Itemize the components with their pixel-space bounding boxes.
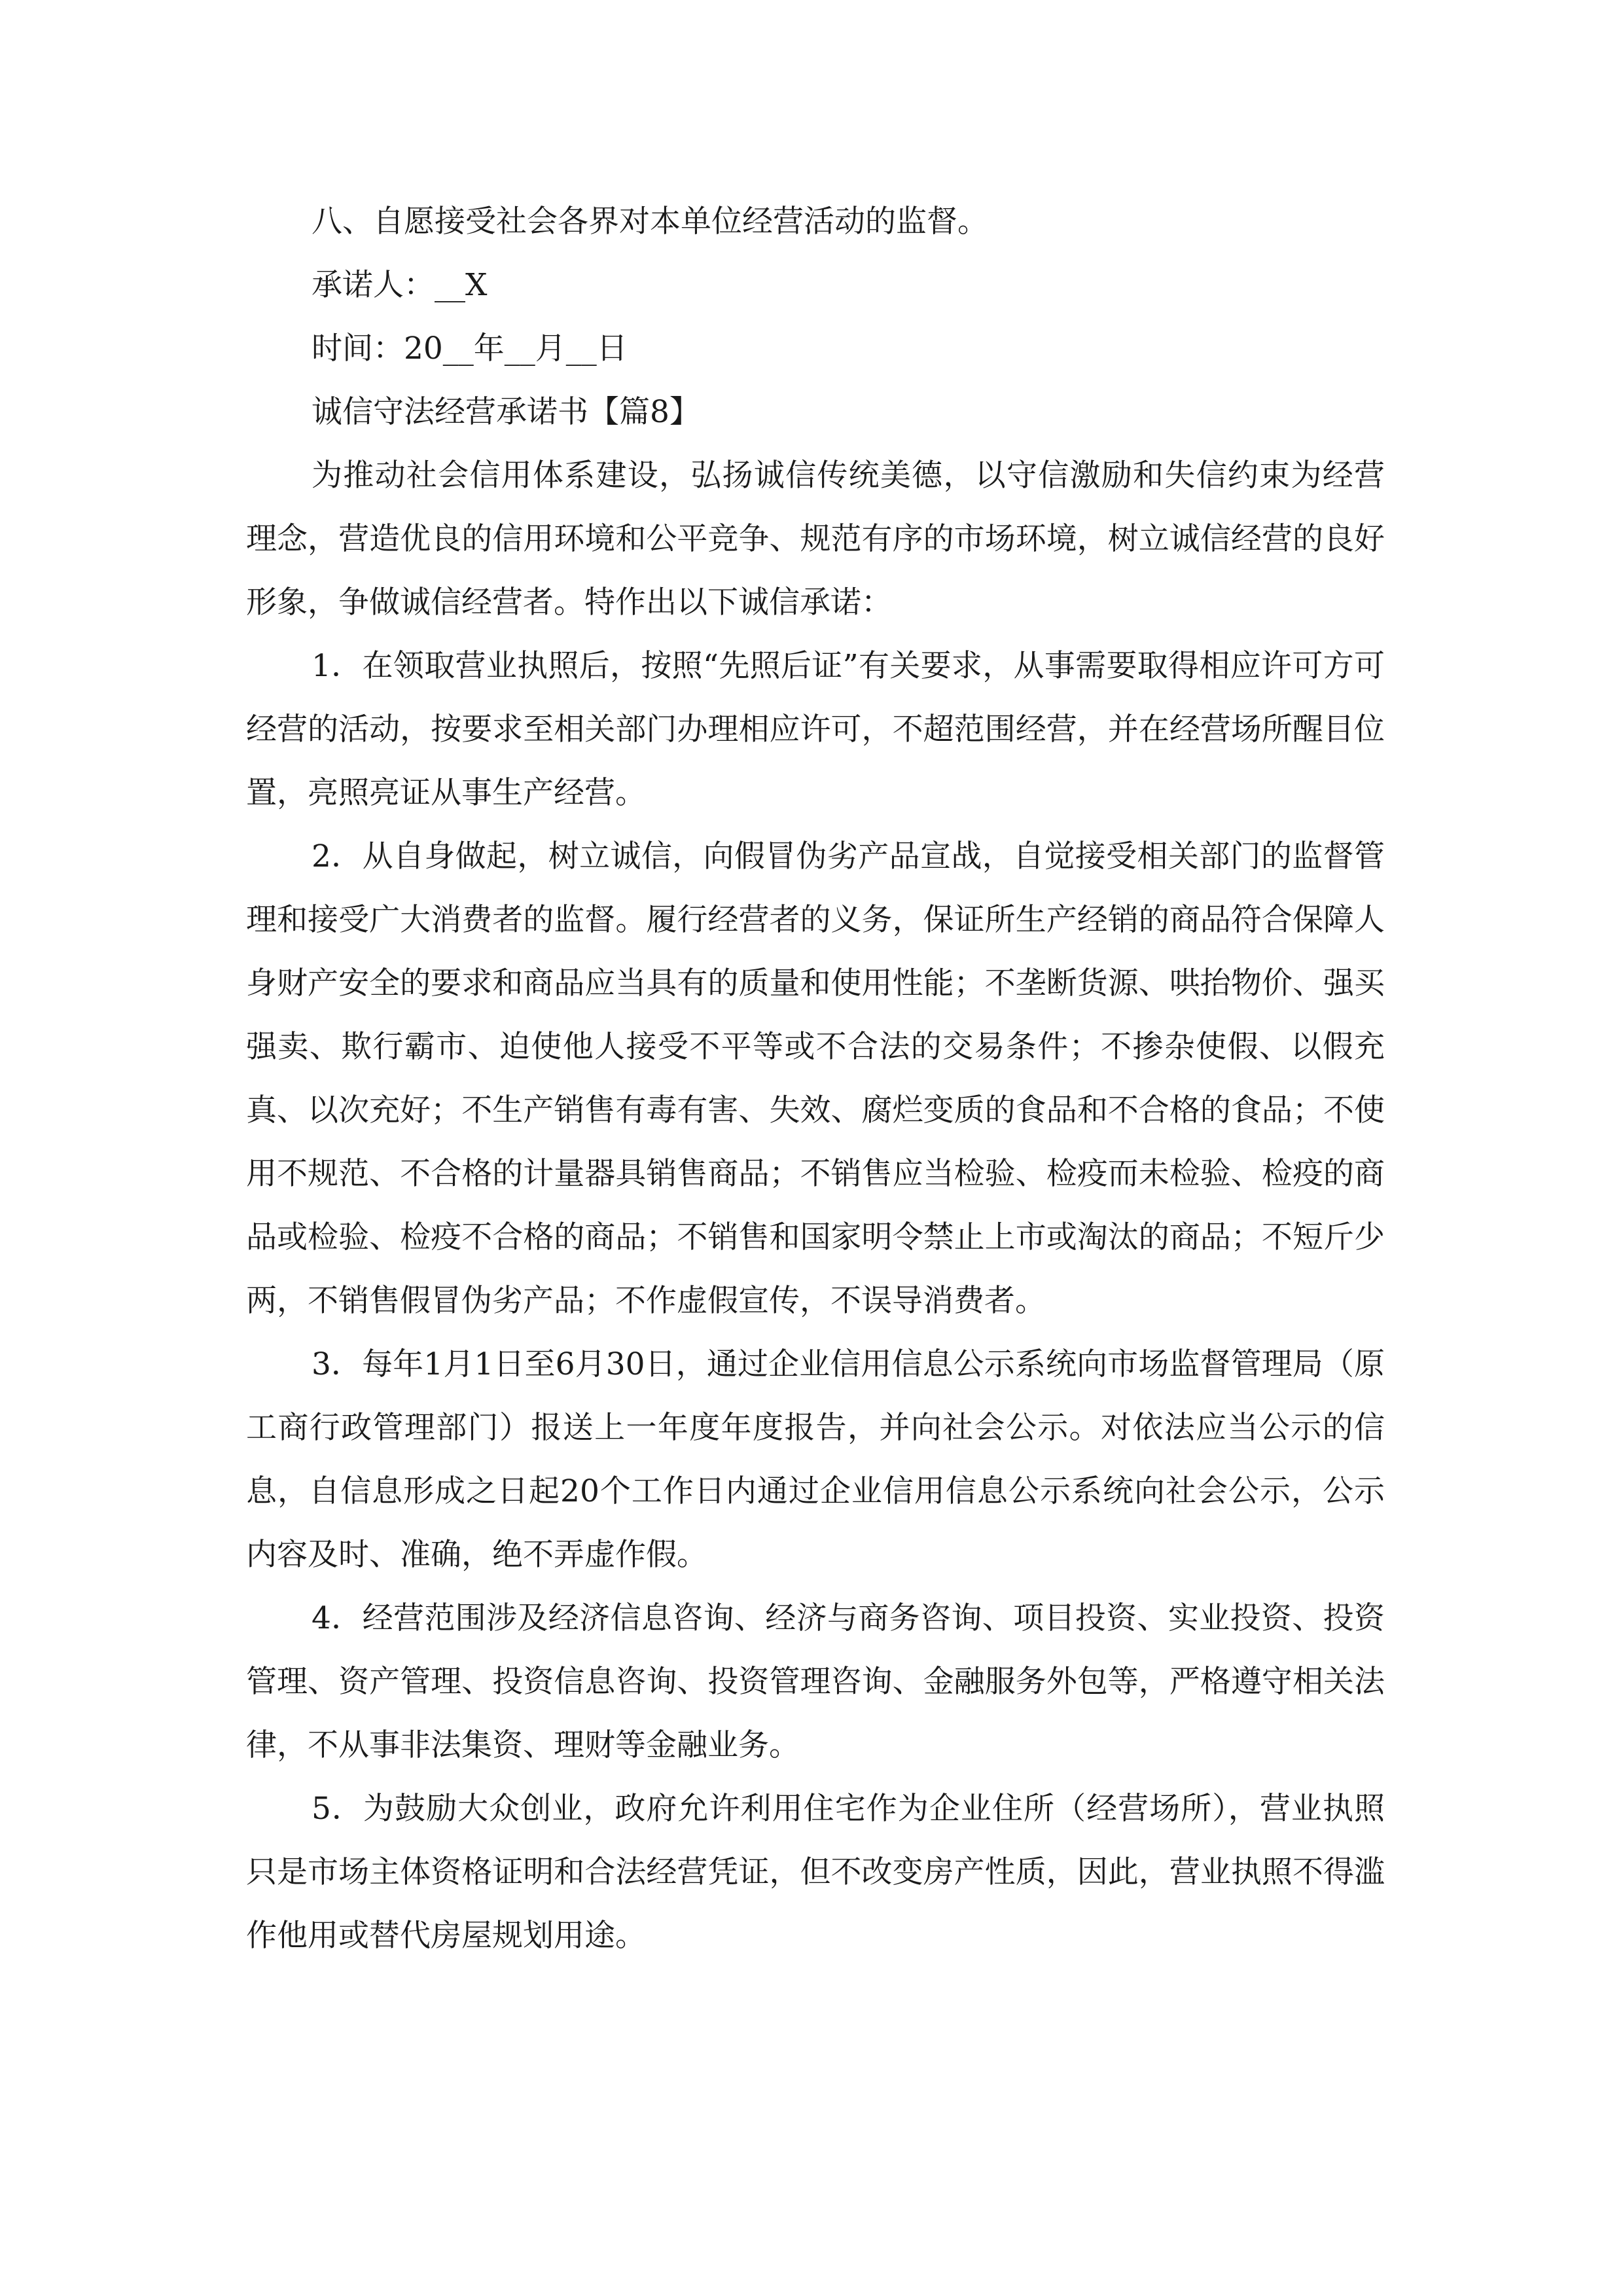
commitment-paragraph-5: 5．为鼓励大众创业，政府允许利用住宅作为企业住所（经营场所），营业执照只是市场主体资格证明和合法经营凭证，但不改变房产性质，因此，营业执照不得滥作他用或替代房屋规划用途。 bbox=[246, 1791, 1385, 1954]
intro-paragraph: 为推动社会信用体系建设，弘扬诚信传统美德，以守信激励和失信约束为经营理念，营造优良的信用环境和公平竞争、规范有序的市场环境，树立诚信经营的良好形象，争做诚信经营者。特作出以下诚信承诺： bbox=[246, 457, 1385, 620]
commitment-paragraph-2: 2．从自身做起，树立诚信，向假冒伪劣产品宣战，自觉接受相关部门的监督管理和接受广大消费者的监督。履行经营者的义务，保证所生产经销的商品符合保障人身财产安全的要求和商品应当具有的质量和使用性能；不垄断货源、哄抬物价、强买强卖、欺行霸市、迫使他人接受不平等或不合法的交易条件；不掺杂使假、以假充真、以次充好；不生产销售有毒有害、失效、腐烂变质的食品和不合格的食品；不使用不规范、不合格的计量器具销售商品；不销售应当检验、检疫而未检验、检疫的商品或检验、检疫不合格的商品；不销售和国家明令禁止上市或淘汰的商品；不短斤少两，不销售假冒伪劣产品；不作虚假宣传，不误导消费者。 bbox=[246, 838, 1385, 1319]
commitment-paragraph-4: 4．经营范围涉及经济信息咨询、经济与商务咨询、项目投资、实业投资、投资管理、资产管理、投资信息咨询、投资管理咨询、金融服务外包等，严格遵守相关法律，不从事非法集资、理财等金融业务。 bbox=[246, 1600, 1385, 1763]
commitment-paragraph-3: 3．每年1月1日至6月30日，通过企业信用信息公示系统向市场监督管理局（原工商行政管理部门）报送上一年度年度报告，并向社会公示。对依法应当公示的信息，自信息形成之日起20个工作日内通过企业信用信息公示系统向社会公示，公示内容及时、准确，绝不弄虚作假。 bbox=[246, 1346, 1385, 1573]
signer-line: 承诺人：__X bbox=[312, 267, 488, 303]
commitment-paragraph-1: 1．在领取营业执照后，按照“先照后证”有关要求，从事需要取得相应许可方可经营的活动，按要求至相关部门办理相应许可，不超范围经营，并在经营场所醒目位置，亮照亮证从事生产经营。 bbox=[246, 648, 1385, 811]
section-heading: 诚信守法经营承诺书【篇8】 bbox=[312, 394, 700, 430]
date-line: 时间：20__年__月__日 bbox=[312, 331, 628, 367]
item-eight-line: 八、自愿接受社会各界对本单位经营活动的监督。 bbox=[312, 204, 988, 240]
document-page bbox=[246, 190, 1385, 1967]
